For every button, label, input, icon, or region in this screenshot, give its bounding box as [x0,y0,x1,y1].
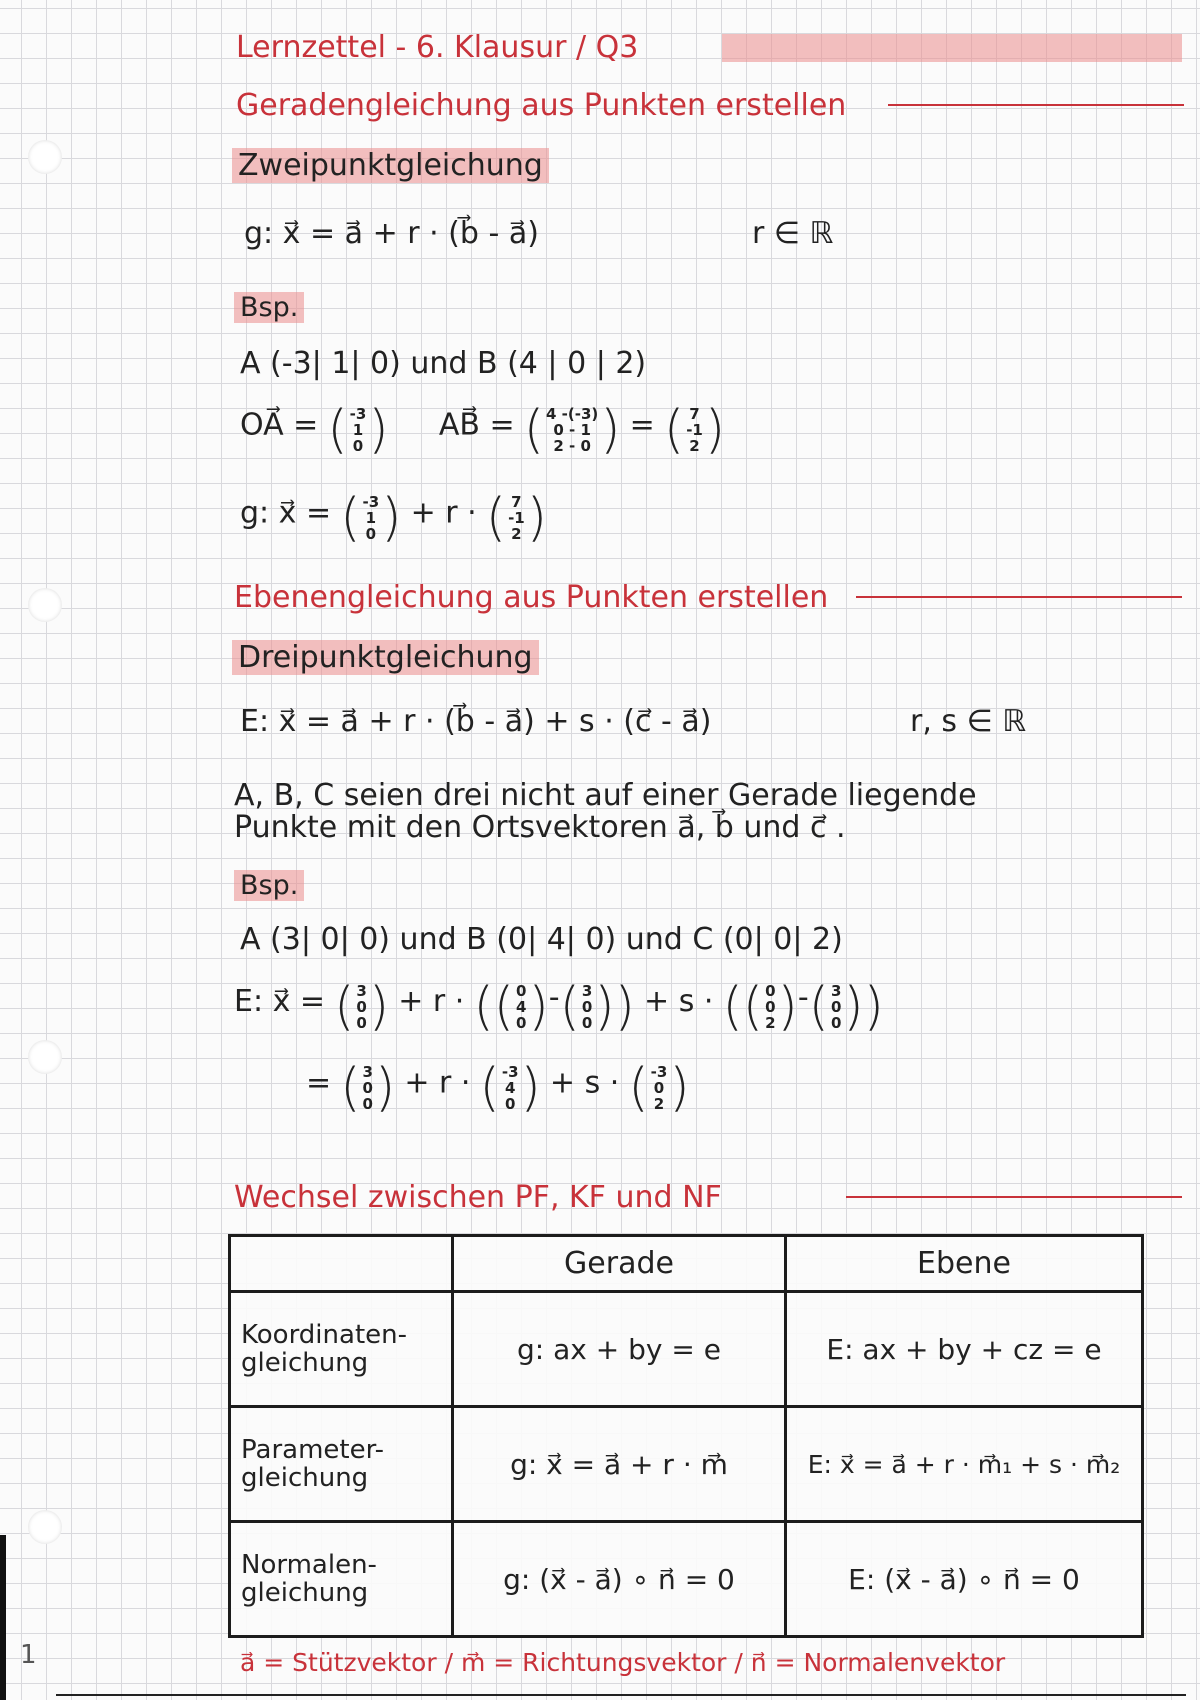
example-points-ab: A (-3| 1| 0) und B (4 | 0 | 2) [240,346,647,381]
punch-hole [28,588,62,622]
page-edge-shadow [0,1535,6,1700]
table-header-row [230,1236,1143,1292]
ab-label: AB⃗ = [438,407,515,443]
column-header-gerade: Gerade [453,1236,786,1292]
equals-sign: = [629,407,655,443]
example-line-equation: g: x⃗ = ( -3 1 0 ) + r · ( 7 -1 2 ) [240,488,548,548]
punch-hole [28,1510,62,1544]
formula-zweipunkt-domain: r ∈ ℝ [752,216,834,251]
title-highlight-bar [722,34,1182,62]
subheading-zweipunktgleichung: Zweipunktgleichung [232,148,549,183]
cell-gerade: g: x⃗ = a⃗ + r · m⃗ [453,1407,786,1522]
section-heading-ebenengleichung: Ebenengleichung aus Punkten erstellen [234,580,829,615]
vector-ab: ( 7 -1 2 ) [663,400,726,460]
page-title: Lernzettel - 6. Klausur / Q3 [236,30,639,65]
section-rule [846,1196,1182,1198]
description-line-2: Punkte mit den Ortsvektoren a⃗, b⃗ und c⃗ . [234,810,846,845]
example-points-abc: A (3| 0| 0) und B (0| 4| 0) und C (0| 0| 2) [240,922,843,957]
section-heading-geradengleichung: Geradengleichung aus Punkten erstellen [236,88,847,123]
example-plane-equation-1: E: x⃗ = ( 3 0 0 ) + r · (( 0 4 0 )-( 3 0 0 )) + s · (( 0 0 2 )-( 3 0 0 )) [234,976,884,1037]
example-label: Bsp. [234,292,304,323]
table-corner-cell [230,1236,453,1292]
formula-dreipunkt-domain: r, s ∈ ℝ [910,704,1027,739]
cell-ebene: E: (x⃗ - a⃗) ∘ n⃗ = 0 [786,1522,1143,1637]
table-row [230,1522,1143,1637]
punch-hole [28,1040,62,1074]
table-row [230,1407,1143,1522]
table-footnote: a⃗ = Stützvektor / m⃗ = Richtungsvektor / n⃗ = Normalenvektor [240,1648,1006,1677]
form-comparison-table [228,1234,1144,1638]
page-number: 1 [20,1640,37,1670]
cell-ebene: E: x⃗ = a⃗ + r · m⃗₁ + s · m⃗₂ [786,1407,1143,1522]
column-header-ebene: Ebene [786,1236,1143,1292]
oa-label: OA⃗ = [240,407,319,443]
subheading-dreipunktgleichung: Dreipunktgleichung [232,640,539,675]
section-heading-wechsel: Wechsel zwischen PF, KF und NF [234,1180,722,1215]
page-bottom-rule [56,1694,1186,1696]
section-rule [888,104,1184,106]
vector-oa: ( -3 1 0 ) [327,400,389,460]
section-rule [856,596,1182,598]
row-label: Parameter-gleichung [230,1407,453,1522]
formula-zweipunkt: g: x⃗ = a⃗ + r · (b⃗ - a⃗) [244,216,539,251]
cell-gerade: g: ax + by = e [453,1292,786,1407]
description-line-1: A, B, C seien drei nicht auf einer Gerade liegende [234,778,977,813]
support-vector: ( -3 1 0 ) [340,488,402,548]
punch-hole [28,140,62,174]
cell-gerade: g: (x⃗ - a⃗) ∘ n⃗ = 0 [453,1522,786,1637]
row-label: Koordinaten-gleichung [230,1292,453,1407]
vector-oa-row [240,400,729,460]
direction-vector: ( 7 -1 2 ) [485,488,548,548]
example-plane-equation-2: = ( 3 0 0 ) + r · ( -3 4 0 ) + s · ( -3 0 2 ) [306,1058,690,1118]
cell-ebene: E: ax + by + cz = e [786,1292,1143,1407]
formula-dreipunkt: E: x⃗ = a⃗ + r · (b⃗ - a⃗) + s · (c⃗ - a⃗) [240,704,712,739]
example-label: Bsp. [234,870,304,901]
vector-ab-difference: ( 4 -(-3) 0 - 1 2 - 0 ) [523,400,621,460]
table-row [230,1292,1143,1407]
row-label: Normalen-gleichung [230,1522,453,1637]
